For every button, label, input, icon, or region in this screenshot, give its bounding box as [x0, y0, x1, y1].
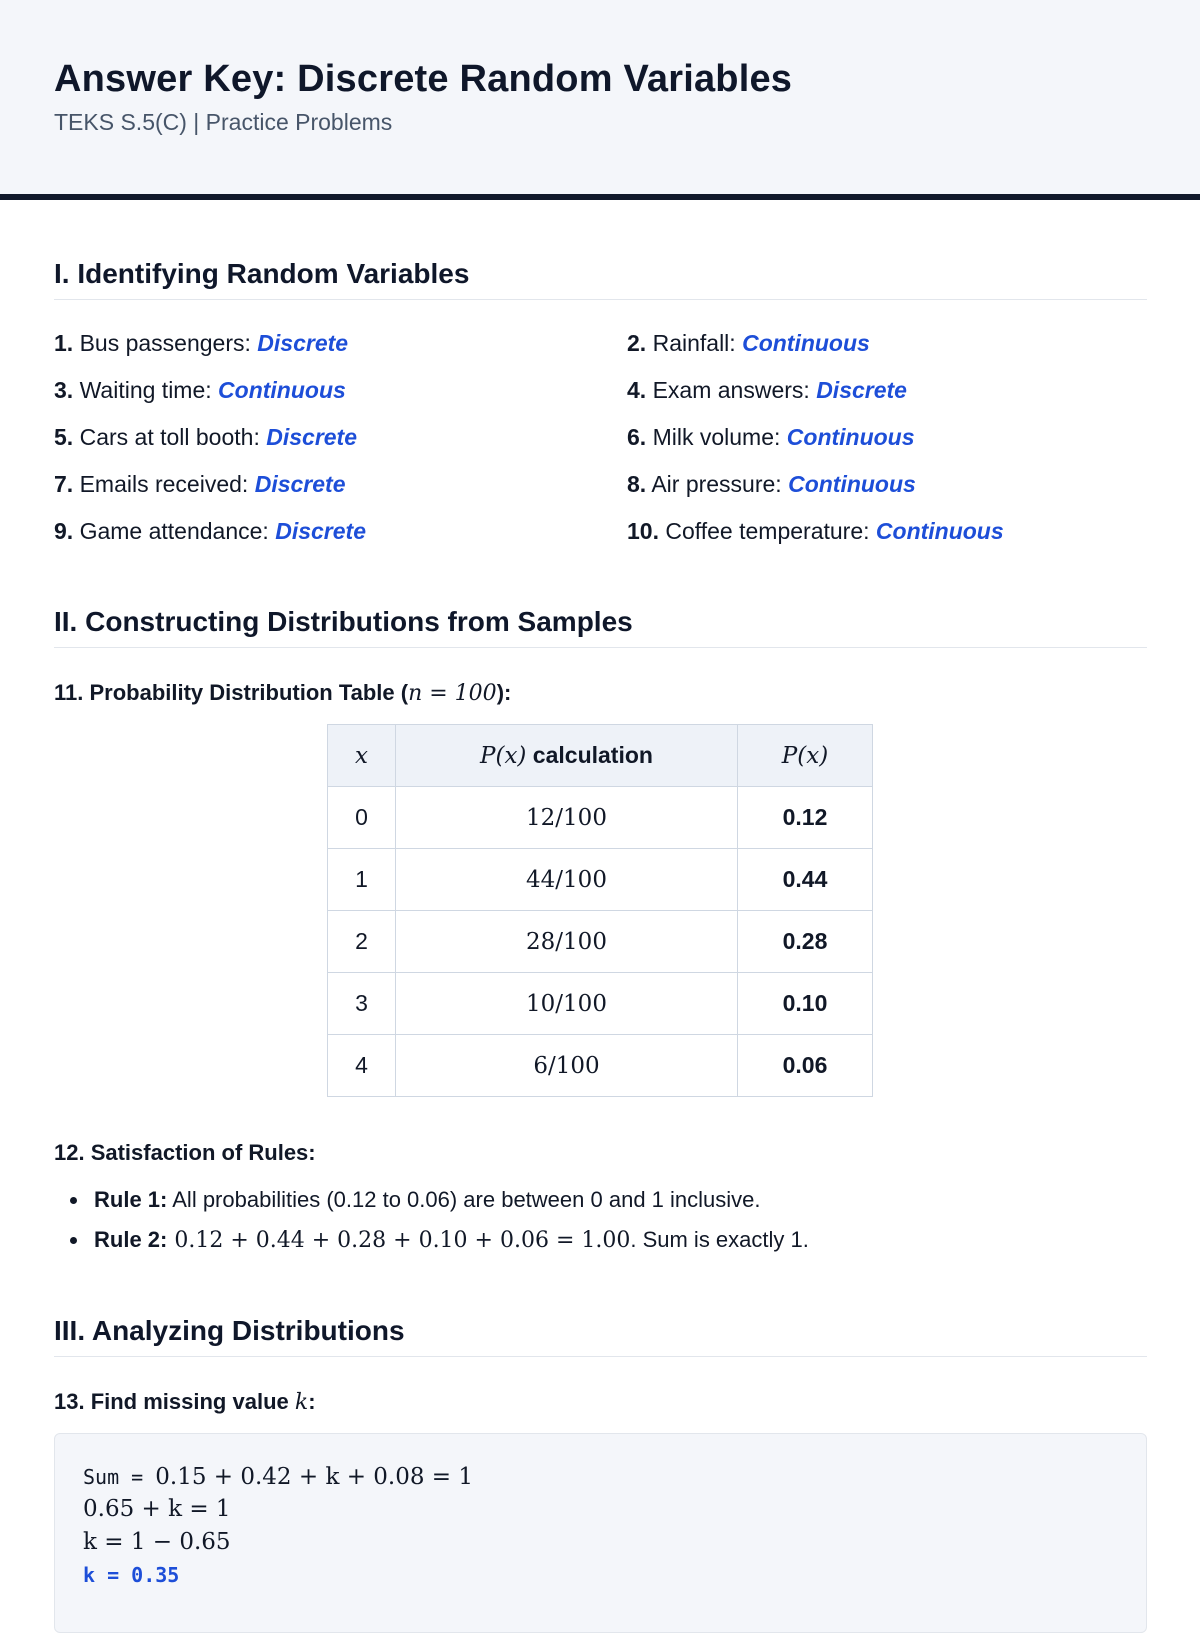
- work-line-2: 0.65 + k = 1: [83, 1496, 231, 1522]
- answer-label: Discrete: [816, 377, 907, 403]
- answer-label: Discrete: [254, 471, 346, 497]
- rules-list: [70, 1180, 809, 1260]
- work-answer: k = 0.35: [83, 1563, 180, 1587]
- question-11-label: 11. Probability Distribution Table (n = 100):: [54, 680, 512, 706]
- cell-p: 0.28: [738, 911, 873, 973]
- question-item: 4. Exam answers: Discrete: [627, 377, 907, 403]
- work-line-3: k = 1 − 0.65: [83, 1529, 231, 1555]
- list-item: Rule 2: 0.12 + 0.44 + 0.28 + 0.10 + 0.06 = 1.00. Sum is exactly 1.: [70, 1220, 809, 1260]
- answer-label: Continuous: [875, 518, 1004, 544]
- page-header: [0, 0, 1200, 200]
- answer-label: Discrete: [257, 330, 349, 356]
- table-row: [328, 911, 873, 973]
- table-row: [328, 973, 873, 1035]
- question-13-label: 13. Find missing value k:: [54, 1389, 316, 1415]
- section-heading-constructing: II. Constructing Distributions from Samples: [54, 606, 1147, 648]
- question-item: 6. Milk volume: Continuous: [627, 424, 915, 450]
- page-subtitle: TEKS S.5(C) | Practice Problems: [54, 109, 393, 135]
- header-probability: P(x): [738, 725, 873, 787]
- cell-p: 0.06: [738, 1035, 873, 1097]
- answer-label: Discrete: [266, 424, 358, 450]
- table-row: [328, 787, 873, 849]
- question-item: 7. Emails received: Discrete: [54, 471, 346, 497]
- answer-label: Continuous: [218, 377, 346, 403]
- list-item: Rule 1: All probabilities (0.12 to 0.06) are between 0 and 1 inclusive.: [70, 1180, 809, 1220]
- page-title: Answer Key: Discrete Random Variables: [54, 58, 793, 100]
- answer-label: Discrete: [275, 518, 366, 544]
- question-item: 10. Coffee temperature: Continuous: [627, 518, 1004, 544]
- cell-x: 1: [328, 849, 396, 911]
- table-row: [328, 849, 873, 911]
- cell-x: 2: [328, 911, 396, 973]
- cell-calc: 12/100: [396, 787, 738, 849]
- sample-size-math: n = 100: [408, 681, 497, 706]
- question-item: 5. Cars at toll booth: Discrete: [54, 424, 358, 450]
- work-box: [54, 1433, 1147, 1633]
- section-heading-analyzing: III. Analyzing Distributions: [54, 1315, 1147, 1357]
- header-x: x: [328, 725, 396, 787]
- table-row: [328, 1035, 873, 1097]
- probability-distribution-table: [327, 724, 873, 1097]
- question-item: 2. Rainfall: Continuous: [627, 330, 870, 356]
- cell-calc: 10/100: [396, 973, 738, 1035]
- header-calculation: P(x) calculation: [396, 725, 738, 787]
- cell-p: 0.44: [738, 849, 873, 911]
- question-item: 9. Game attendance: Discrete: [54, 518, 366, 544]
- cell-p: 0.10: [738, 973, 873, 1035]
- cell-x: 3: [328, 973, 396, 1035]
- cell-x: 0: [328, 787, 396, 849]
- work-line-1: Sum = 0.15 + 0.42 + k + 0.08 = 1: [83, 1464, 474, 1490]
- question-item: 3. Waiting time: Continuous: [54, 377, 346, 403]
- cell-calc: 6/100: [396, 1035, 738, 1097]
- question-12-label: 12. Satisfaction of Rules:: [54, 1140, 316, 1165]
- cell-calc: 28/100: [396, 911, 738, 973]
- table-header-row: [328, 725, 873, 787]
- cell-x: 4: [328, 1035, 396, 1097]
- section-heading-identifying: I. Identifying Random Variables: [54, 258, 1147, 300]
- question-item: 8. Air pressure: Continuous: [627, 471, 916, 497]
- cell-calc: 44/100: [396, 849, 738, 911]
- answer-label: Continuous: [788, 471, 916, 497]
- answer-label: Continuous: [786, 424, 915, 450]
- table-body: [328, 787, 873, 1097]
- question-item: 1. Bus passengers: Discrete: [54, 330, 349, 356]
- answer-label: Continuous: [742, 330, 870, 356]
- cell-p: 0.12: [738, 787, 873, 849]
